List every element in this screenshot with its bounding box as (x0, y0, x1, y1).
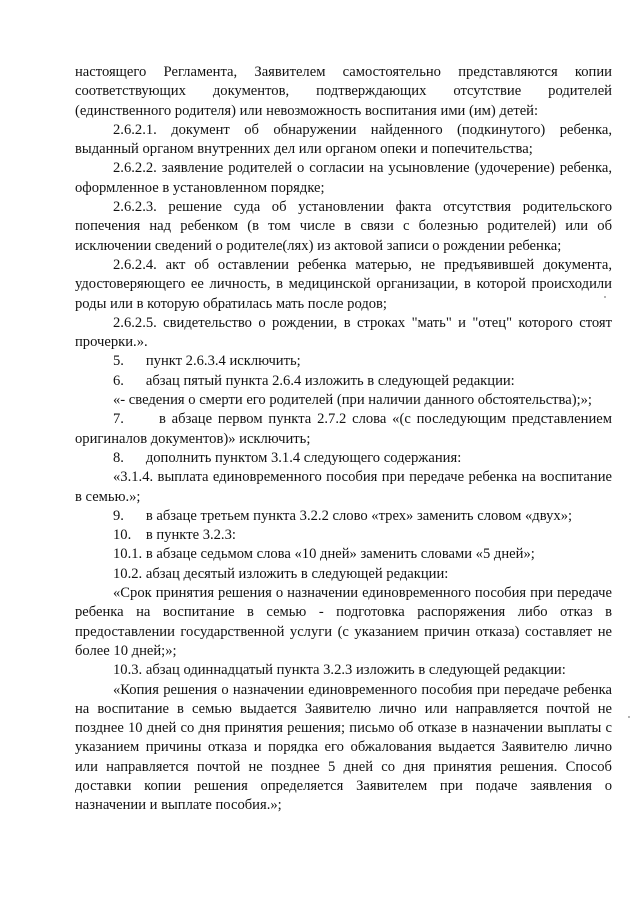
paragraph-intro: настоящего Регламента, Заявителем самостоятельно представляются копии соответствующих документов, подтверждающих отсутствие родителей (единственного родителя) или невозможность воспитания ими (им) детей: (75, 64, 612, 119)
paragraph-2-6-2-2: 2.6.2.2. заявление родителей о согласии на усыновление (удочерение) ребенка, оформленное в установленном порядке; (75, 160, 612, 196)
paragraph-item-10-3: 10.3. абзац одиннадцатый пункта 3.2.3 изложить в следующей редакции: (113, 662, 566, 679)
paragraph-item-9: 9. в абзаце третьем пункта 3.2.2 слово «трех» заменить словом «двух»; (113, 507, 573, 524)
paragraph-2-6-2-1: 2.6.2.1. документ об обнаружении найденного (подкинутого) ребенка, выданный органом внутренних дел или органом опеки и попечительства; (75, 121, 612, 158)
scan-speck (604, 296, 606, 298)
paragraph-2-6-2-5: 2.6.2.5. свидетельство о рождении, в строках "мать" и "отец" которого стоят прочерки.». (75, 314, 612, 351)
paragraph-quote-deadline: «Срок принятия решения о назначении единовременного пособия при передаче ребенка на воспитание в семью - подготовка распоряжения либо отказ в предоставлении государственной услуги (с указанием причин отказа) составляет не более 10 дней;»; (75, 585, 612, 659)
paragraph-quote-deaths: «- сведения о смерти его родителей (при наличии данного обстоятельства);»; (113, 392, 592, 409)
paragraph-item-8: 8. дополнить пунктом 3.1.4 следующего содержания: (113, 449, 462, 466)
paragraph-item-7: 7. в абзаце первом пункта 2.7.2 слова «(с последующим представлением оригиналов документов)» исключить; (75, 411, 616, 447)
document-body (75, 63, 616, 816)
paragraph-item-6: 6. абзац пятый пункта 2.6.4 изложить в следующей редакции: (113, 372, 515, 389)
paragraph-quote-3-1-4: «3.1.4. выплата единовременного пособия при передаче ребенка на воспитание в семью.»; (75, 469, 612, 505)
paragraph-item-10-2: 10.2. абзац десятый изложить в следующей редакции: (113, 565, 449, 582)
paragraph-quote-copy-decision: «Копия решения о назначении единовременного пособия при передаче ребенка на воспитание в семью выдается Заявителю лично или направляется почтой не позднее 10 дней со дня принятия решения; письмо об отказе в назначении выплаты с указанием причины отказа и порядка его обжалования выдается Заявителю лично или направляется почтой не позднее 5 дней со дня принятия решения. Способ доставки копии решения определяется Заявителем при подаче заявления о назначении и выплате пособия.»; (75, 681, 612, 814)
paragraph-2-6-2-3: 2.6.2.3. решение суда об установлении факта отсутствия родительского попечения над ребенком (в том числе в связи с болезнью родителей) или об исключении сведений о родителе(лях) из актовой записи о рождении ребенка; (75, 199, 612, 254)
paragraph-2-6-2-4: 2.6.2.4. акт об оставлении ребенка матерью, не предъявившей документа, удостоверяющего ее личность, в медицинской организации, в которой происходили роды или в которую обратилась мать после родов; (75, 256, 612, 312)
paragraph-item-5: 5. пункт 2.6.3.4 исключить; (113, 353, 301, 370)
paragraph-item-10: 10. в пункте 3.2.3: (113, 527, 236, 544)
scan-speck (628, 716, 630, 718)
paragraph-item-10-1: 10.1. в абзаце седьмом слова «10 дней» заменить словами «5 дней»; (113, 546, 535, 563)
